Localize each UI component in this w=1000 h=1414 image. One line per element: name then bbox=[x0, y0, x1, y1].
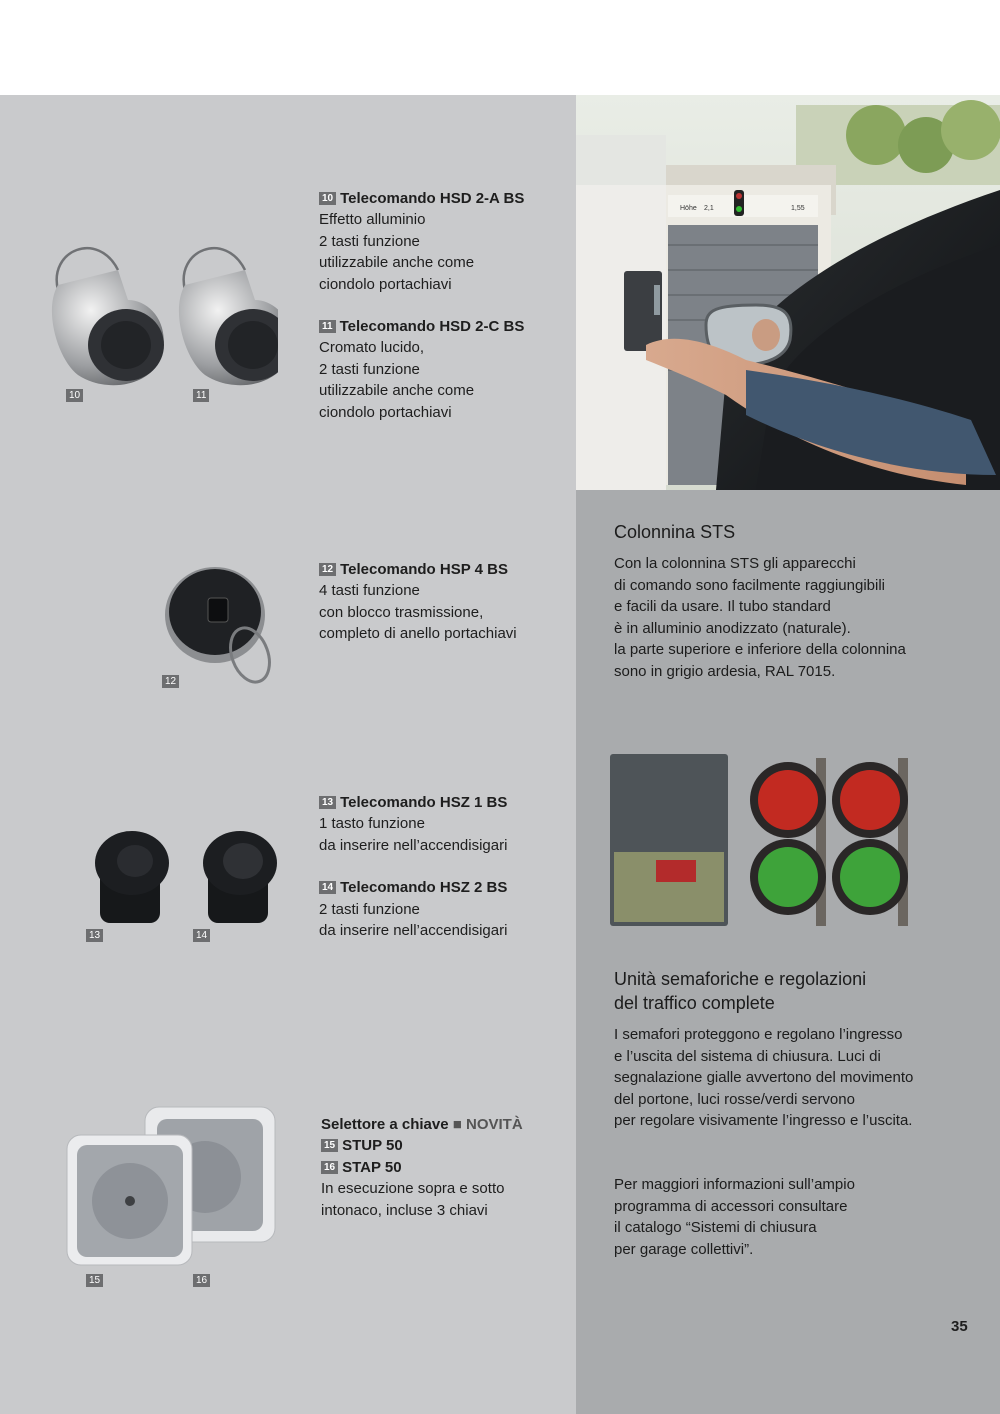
product-line: 4 tasti funzione bbox=[319, 582, 420, 600]
text-line: e l’uscita del sistema di chiusura. Luci di bbox=[614, 1047, 881, 1065]
text-line: I semafori proteggono e regolano l’ingresso bbox=[614, 1026, 903, 1043]
image-badge-16: 16 bbox=[193, 1274, 210, 1287]
photo-sign-left: Höhe bbox=[680, 205, 697, 212]
new-square-icon: ■ bbox=[452, 1116, 462, 1133]
semafori-heading bbox=[614, 967, 866, 1015]
product-title-hsz2 bbox=[319, 877, 507, 898]
selector-title-text: Selettore a chiave bbox=[321, 1116, 449, 1133]
product-line: da inserire nell’accendisigari bbox=[319, 836, 508, 854]
product-key-selector bbox=[321, 1114, 523, 1221]
semafori-text bbox=[614, 1024, 913, 1132]
selector-item-stap50 bbox=[321, 1157, 523, 1178]
product-badge: 14 bbox=[319, 881, 336, 894]
product-badge: 15 bbox=[321, 1139, 338, 1152]
product-line: completo di anello portachiavi bbox=[319, 625, 517, 643]
product-line: utilizzabile anche come bbox=[319, 382, 475, 400]
image-badge-10: 10 bbox=[66, 389, 83, 402]
selector-title bbox=[321, 1114, 523, 1135]
text-line: Con la colonnina STS gli apparecchi bbox=[614, 555, 856, 572]
product-title-text: Telecomando HSZ 1 BS bbox=[340, 794, 508, 811]
traffic-light-image bbox=[608, 752, 918, 930]
product-title-text: Telecomando HSD 2-C BS bbox=[339, 318, 525, 336]
image-badge-15: 15 bbox=[86, 1274, 103, 1287]
page-number: 35 bbox=[951, 1318, 968, 1335]
text-line: per garage collettivi”. bbox=[614, 1240, 754, 1258]
product-line: Cromato lucido, bbox=[319, 339, 425, 357]
colonnina-text bbox=[614, 553, 906, 682]
product-title-hsd2c bbox=[319, 316, 524, 337]
product-line: In esecuzione sopra e sotto bbox=[321, 1180, 505, 1198]
product-line: intonaco, incluse 3 chiavi bbox=[321, 1201, 488, 1219]
product-hsp4 bbox=[319, 559, 517, 645]
product-badge: 16 bbox=[321, 1161, 338, 1174]
text-line: il catalogo “Sistemi di chiusura bbox=[614, 1219, 817, 1236]
product-badge: 10 bbox=[319, 192, 336, 205]
product-line: da inserire nell’accendisigari bbox=[319, 922, 508, 940]
heading-line: del traffico complete bbox=[614, 993, 775, 1013]
text-line: del portone, luci rosse/verdi servono bbox=[614, 1090, 855, 1108]
text-line: la parte superiore e inferiore della colonnina bbox=[614, 641, 906, 658]
remote-hsd2-images bbox=[38, 230, 278, 400]
selector-item-text: STUP 50 bbox=[342, 1137, 403, 1155]
remote-hsz-images bbox=[95, 825, 295, 935]
image-badge-11: 11 bbox=[193, 389, 209, 402]
text-line: segnalazione gialle avvertono del movimento bbox=[614, 1069, 914, 1086]
remote-hsp4-image bbox=[160, 560, 280, 690]
text-line: e facili da usare. Il tubo standard bbox=[614, 598, 831, 615]
product-line: 2 tasti funzione bbox=[319, 232, 420, 250]
product-badge: 13 bbox=[319, 796, 336, 809]
product-title-text: Telecomando HSD 2-A BS bbox=[340, 190, 525, 207]
product-title-hsp4 bbox=[319, 559, 517, 580]
product-badge: 11 bbox=[319, 320, 336, 333]
product-line: con blocco trasmissione, bbox=[319, 603, 484, 621]
text-line: Per maggiori informazioni sull’ampio bbox=[614, 1176, 855, 1193]
product-title-hsz1 bbox=[319, 792, 507, 813]
photo-sign-right-value: 1,55 bbox=[791, 205, 805, 212]
selector-item-stup50 bbox=[321, 1135, 523, 1156]
info-text bbox=[614, 1174, 855, 1260]
image-badge-14: 14 bbox=[193, 929, 210, 942]
selector-item-text: STAP 50 bbox=[342, 1158, 402, 1176]
text-line: sono in grigio ardesia, RAL 7015. bbox=[614, 662, 836, 680]
colonnina-heading: Colonnina STS bbox=[614, 522, 736, 542]
product-hsd2-group bbox=[319, 188, 524, 423]
product-hsz-group bbox=[319, 792, 507, 941]
heading-line: Unità semaforiche e regolazioni bbox=[614, 969, 867, 989]
product-line: 2 tasti funzione bbox=[319, 900, 420, 918]
product-line: Effetto alluminio bbox=[319, 211, 426, 229]
text-line: programma di accessori consultare bbox=[614, 1197, 848, 1215]
photo-sign-left-value: 2,1 bbox=[704, 205, 714, 212]
text-line: per regolare visivamente l’ingresso e l’uscita. bbox=[614, 1112, 913, 1129]
image-badge-12: 12 bbox=[162, 675, 179, 688]
image-badge-13: 13 bbox=[86, 929, 103, 942]
product-title-text: Telecomando HSZ 2 BS bbox=[340, 879, 508, 897]
text-line: è in alluminio anodizzato (naturale). bbox=[614, 619, 851, 637]
product-line: ciondolo portachiavi bbox=[319, 275, 452, 293]
product-line: utilizzabile anche come bbox=[319, 254, 475, 272]
product-badge: 12 bbox=[319, 563, 336, 576]
product-title-text: Telecomando HSP 4 BS bbox=[340, 561, 508, 578]
new-label: NOVITÀ bbox=[465, 1116, 523, 1133]
photo-garage-entrance bbox=[576, 95, 1000, 490]
product-title-hsd2a bbox=[319, 188, 524, 209]
product-line: 2 tasti funzione bbox=[319, 360, 420, 378]
key-selector-images bbox=[65, 1105, 285, 1270]
text-line: di comando sono facilmente raggiungibili bbox=[614, 576, 885, 594]
product-line: ciondolo portachiavi bbox=[319, 403, 452, 421]
product-line: 1 tasto funzione bbox=[319, 815, 425, 833]
